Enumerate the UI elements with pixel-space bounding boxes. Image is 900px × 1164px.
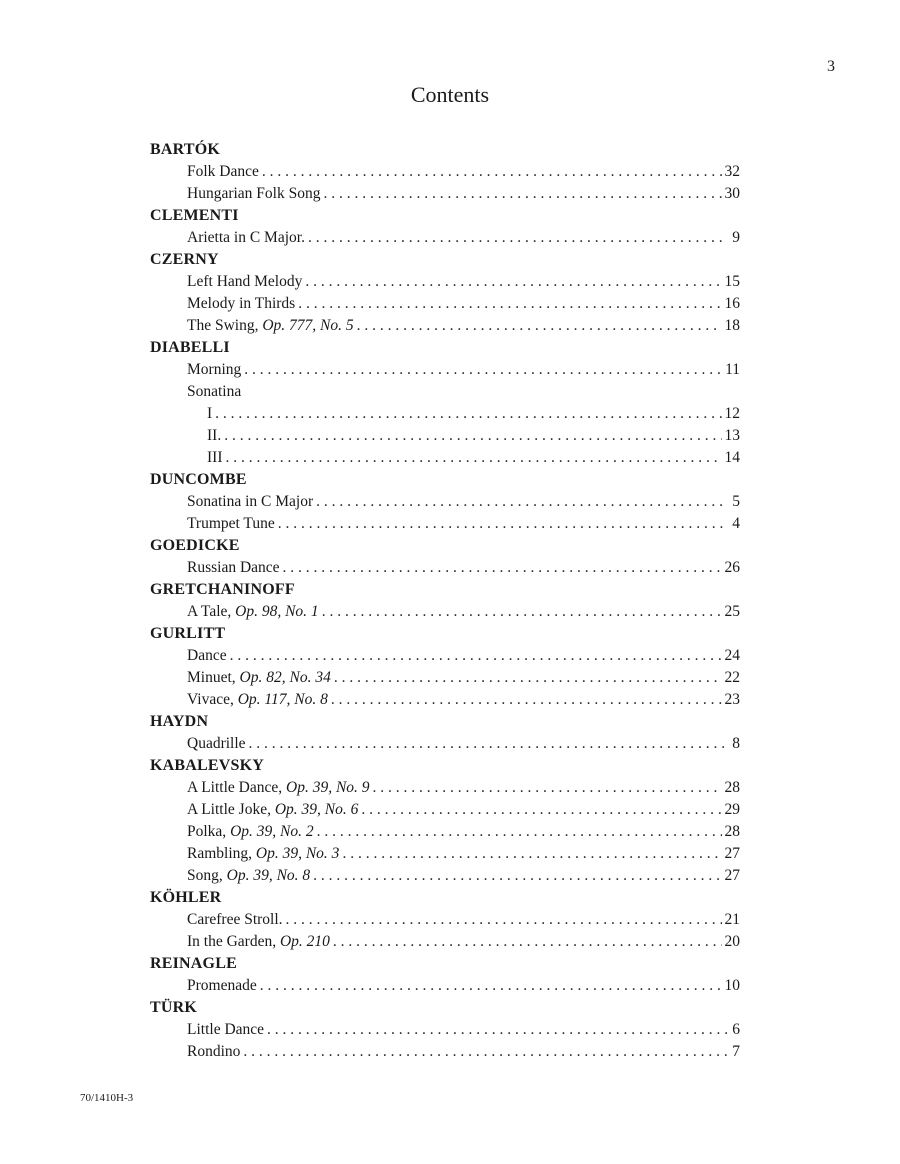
piece-title: [207, 403, 212, 425]
piece-title: [187, 733, 246, 755]
piece-title: [187, 1019, 264, 1041]
toc-entry[interactable]: [150, 227, 740, 249]
piece-name: Rondino: [187, 1043, 241, 1060]
piece-title: [187, 975, 257, 997]
page-ref: 10: [724, 977, 740, 994]
piece-name: Russian Dance: [187, 559, 280, 576]
dot-leader: [323, 183, 721, 205]
dot-leader: [298, 293, 721, 315]
piece-name: Vivace,: [187, 691, 234, 708]
dot-leader: [361, 799, 721, 821]
page-ref: 27: [724, 845, 740, 862]
piece-title: [187, 821, 314, 843]
piece-name: Left Hand Melody: [187, 273, 303, 290]
piece-name: Rambling,: [187, 845, 253, 862]
composer-heading: DUNCOMBE: [150, 471, 247, 488]
page-ref: 24: [724, 647, 740, 664]
composer-heading: TÜRK: [150, 999, 198, 1016]
dot-leader: [249, 733, 727, 755]
composer-heading: GRETCHANINOFF: [150, 581, 295, 598]
dot-leader: [278, 513, 727, 535]
toc-entry[interactable]: [150, 271, 740, 293]
piece-name: I: [207, 405, 213, 422]
page-ref: 26: [724, 559, 740, 576]
toc-entry[interactable]: [150, 1019, 740, 1041]
page-title: Contents: [410, 82, 490, 107]
piece-title: [187, 667, 331, 689]
toc-entry[interactable]: [150, 975, 740, 997]
table-of-contents: [150, 139, 740, 1063]
page-ref: 16: [724, 295, 740, 312]
opus-number: Op. 82, No. 34: [239, 669, 331, 686]
piece-name: A Little Dance,: [187, 779, 283, 796]
piece-title: [187, 183, 320, 205]
page-ref: 21: [724, 911, 740, 928]
composer-heading: CLEMENTI: [150, 207, 239, 224]
piece-title: [187, 689, 328, 711]
opus-number: Op. 210: [279, 933, 330, 950]
piece-title: [187, 1041, 240, 1063]
opus-number: Op. 777, No. 5: [262, 317, 354, 334]
toc-entry[interactable]: [150, 557, 740, 579]
dot-leader: [283, 557, 722, 579]
toc-entry[interactable]: [150, 909, 740, 931]
piece-name: Sonatina in C Major: [187, 493, 314, 510]
piece-title: [187, 931, 330, 953]
dot-leader: [334, 667, 722, 689]
catalog-code: 70/1410H-3: [80, 1092, 134, 1104]
toc-entry[interactable]: [150, 799, 740, 821]
toc-entry[interactable]: [150, 645, 740, 667]
opus-number: Op. 39, No. 8: [226, 867, 311, 884]
dot-leader: [243, 1041, 727, 1063]
page-ref: 28: [724, 823, 740, 840]
page-ref: 30: [724, 185, 740, 202]
opus-number: Op. 98, No. 1: [235, 603, 319, 620]
piece-title: [187, 271, 302, 293]
dot-leader: [244, 359, 722, 381]
dot-leader: [317, 821, 722, 843]
page-ref: 7: [732, 1043, 740, 1060]
piece-name: Minuet,: [187, 669, 236, 686]
piece-name: In the Garden,: [187, 933, 277, 950]
piece-name: Little Dance: [187, 1021, 265, 1038]
piece-title: [187, 777, 370, 799]
piece-name: Trumpet Tune: [187, 515, 275, 532]
dot-leader: [313, 865, 721, 887]
composer-heading: KABALEVSKY: [150, 757, 265, 774]
toc-entry[interactable]: [150, 843, 740, 865]
piece-title: [187, 227, 305, 249]
toc-entry[interactable]: [150, 161, 740, 183]
composer-heading: GOEDICKE: [150, 537, 240, 554]
dot-leader: [308, 227, 727, 249]
toc-entry[interactable]: [150, 359, 740, 381]
piece-name: The Swing,: [187, 317, 259, 334]
toc-entry[interactable]: [150, 315, 740, 337]
piece-name: Song,: [187, 867, 223, 884]
piece-title: [187, 909, 283, 931]
page-ref: 28: [724, 779, 740, 796]
dot-leader: [215, 403, 721, 425]
dot-leader: [226, 447, 722, 469]
piece-name: Quadrille: [187, 735, 246, 752]
opus-number: Op. 39, No. 6: [274, 801, 359, 818]
piece-title: [187, 293, 295, 315]
toc-entry[interactable]: [150, 447, 740, 469]
dot-leader: [316, 491, 727, 513]
piece-name: Polka,: [187, 823, 227, 840]
composer-heading: DIABELLI: [150, 339, 230, 356]
piece-group-heading: Sonatina: [187, 383, 242, 400]
toc-entry[interactable]: [150, 777, 740, 799]
piece-name: Hungarian Folk Song: [187, 185, 321, 202]
toc-entry[interactable]: [150, 667, 740, 689]
page-ref: 15: [724, 273, 740, 290]
composer-heading: GURLITT: [150, 625, 226, 642]
piece-name: II.: [207, 427, 222, 444]
dot-leader: [333, 931, 722, 953]
dot-leader: [267, 1019, 727, 1041]
piece-title: [187, 359, 241, 381]
opus-number: Op. 39, No. 2: [230, 823, 314, 840]
piece-title: [207, 425, 221, 447]
page-ref: 22: [724, 669, 740, 686]
page-ref: 5: [732, 493, 740, 510]
toc-entry[interactable]: [150, 931, 740, 953]
dot-leader: [224, 425, 721, 447]
page-ref: 9: [732, 229, 740, 246]
dot-leader: [357, 315, 722, 337]
dot-leader: [342, 843, 721, 865]
piece-title: [187, 645, 227, 667]
page-ref: 14: [724, 449, 740, 466]
dot-leader: [373, 777, 722, 799]
page-ref: 32: [724, 163, 740, 180]
page-ref: 27: [724, 867, 740, 884]
opus-number: Op. 39, No. 9: [286, 779, 370, 796]
toc-entry[interactable]: [150, 821, 740, 843]
piece-title: [187, 799, 358, 821]
toc-entry[interactable]: [150, 491, 740, 513]
page-ref: 29: [724, 801, 740, 818]
composer-heading: REINAGLE: [150, 955, 237, 972]
toc-entry[interactable]: [150, 733, 740, 755]
dot-leader: [286, 909, 722, 931]
opus-number: Op. 117, No. 8: [237, 691, 328, 708]
piece-title: [187, 513, 275, 535]
piece-title: [187, 491, 313, 513]
piece-name: III: [207, 449, 223, 466]
page-ref: 8: [732, 735, 740, 752]
dot-leader: [262, 161, 722, 183]
piece-name: Arietta in C Major.: [187, 229, 305, 246]
piece-name: A Little Joke,: [187, 801, 271, 818]
dot-leader: [331, 689, 722, 711]
piece-title: [187, 843, 339, 865]
toc-entry[interactable]: [150, 689, 740, 711]
page-ref: 25: [724, 603, 740, 620]
page-ref: 13: [724, 427, 740, 444]
piece-title: [207, 447, 223, 469]
toc-entry[interactable]: [150, 425, 740, 447]
page-ref: 6: [732, 1021, 740, 1038]
toc-entry[interactable]: [150, 1041, 740, 1063]
dot-leader: [305, 271, 721, 293]
opus-number: Op. 39, No. 3: [255, 845, 340, 862]
composer-heading: HAYDN: [150, 713, 209, 730]
page-ref: 11: [725, 361, 740, 378]
dot-leader: [230, 645, 722, 667]
piece-name: A Tale,: [187, 603, 232, 620]
page-ref: 4: [732, 515, 740, 532]
page-ref: 12: [724, 405, 740, 422]
composer-heading: BARTÓK: [150, 141, 220, 158]
piece-name: Melody in Thirds: [187, 295, 296, 312]
page-number: 3: [827, 58, 835, 75]
toc-entry[interactable]: [150, 865, 740, 887]
toc-entry[interactable]: [150, 513, 740, 535]
page-ref: 20: [724, 933, 740, 950]
page-ref: 18: [724, 317, 740, 334]
piece-title: [187, 315, 354, 337]
piece-title: [187, 161, 259, 183]
piece-name: Promenade: [187, 977, 257, 994]
piece-title: [187, 865, 310, 887]
piece-name: Morning: [187, 361, 242, 378]
toc-entry[interactable]: [150, 601, 740, 623]
dot-leader: [260, 975, 722, 997]
page-ref: 23: [724, 691, 740, 708]
composer-heading: KÖHLER: [150, 889, 222, 906]
piece-name: Folk Dance: [187, 163, 259, 180]
toc-entry[interactable]: [150, 293, 740, 315]
piece-title: [187, 557, 280, 579]
toc-entry[interactable]: [150, 403, 740, 425]
composer-heading: CZERNY: [150, 251, 219, 268]
dot-leader: [322, 601, 722, 623]
piece-name: Carefree Stroll.: [187, 911, 283, 928]
toc-entry[interactable]: [150, 183, 740, 205]
piece-name: Dance: [187, 647, 227, 664]
piece-title: [187, 601, 319, 623]
